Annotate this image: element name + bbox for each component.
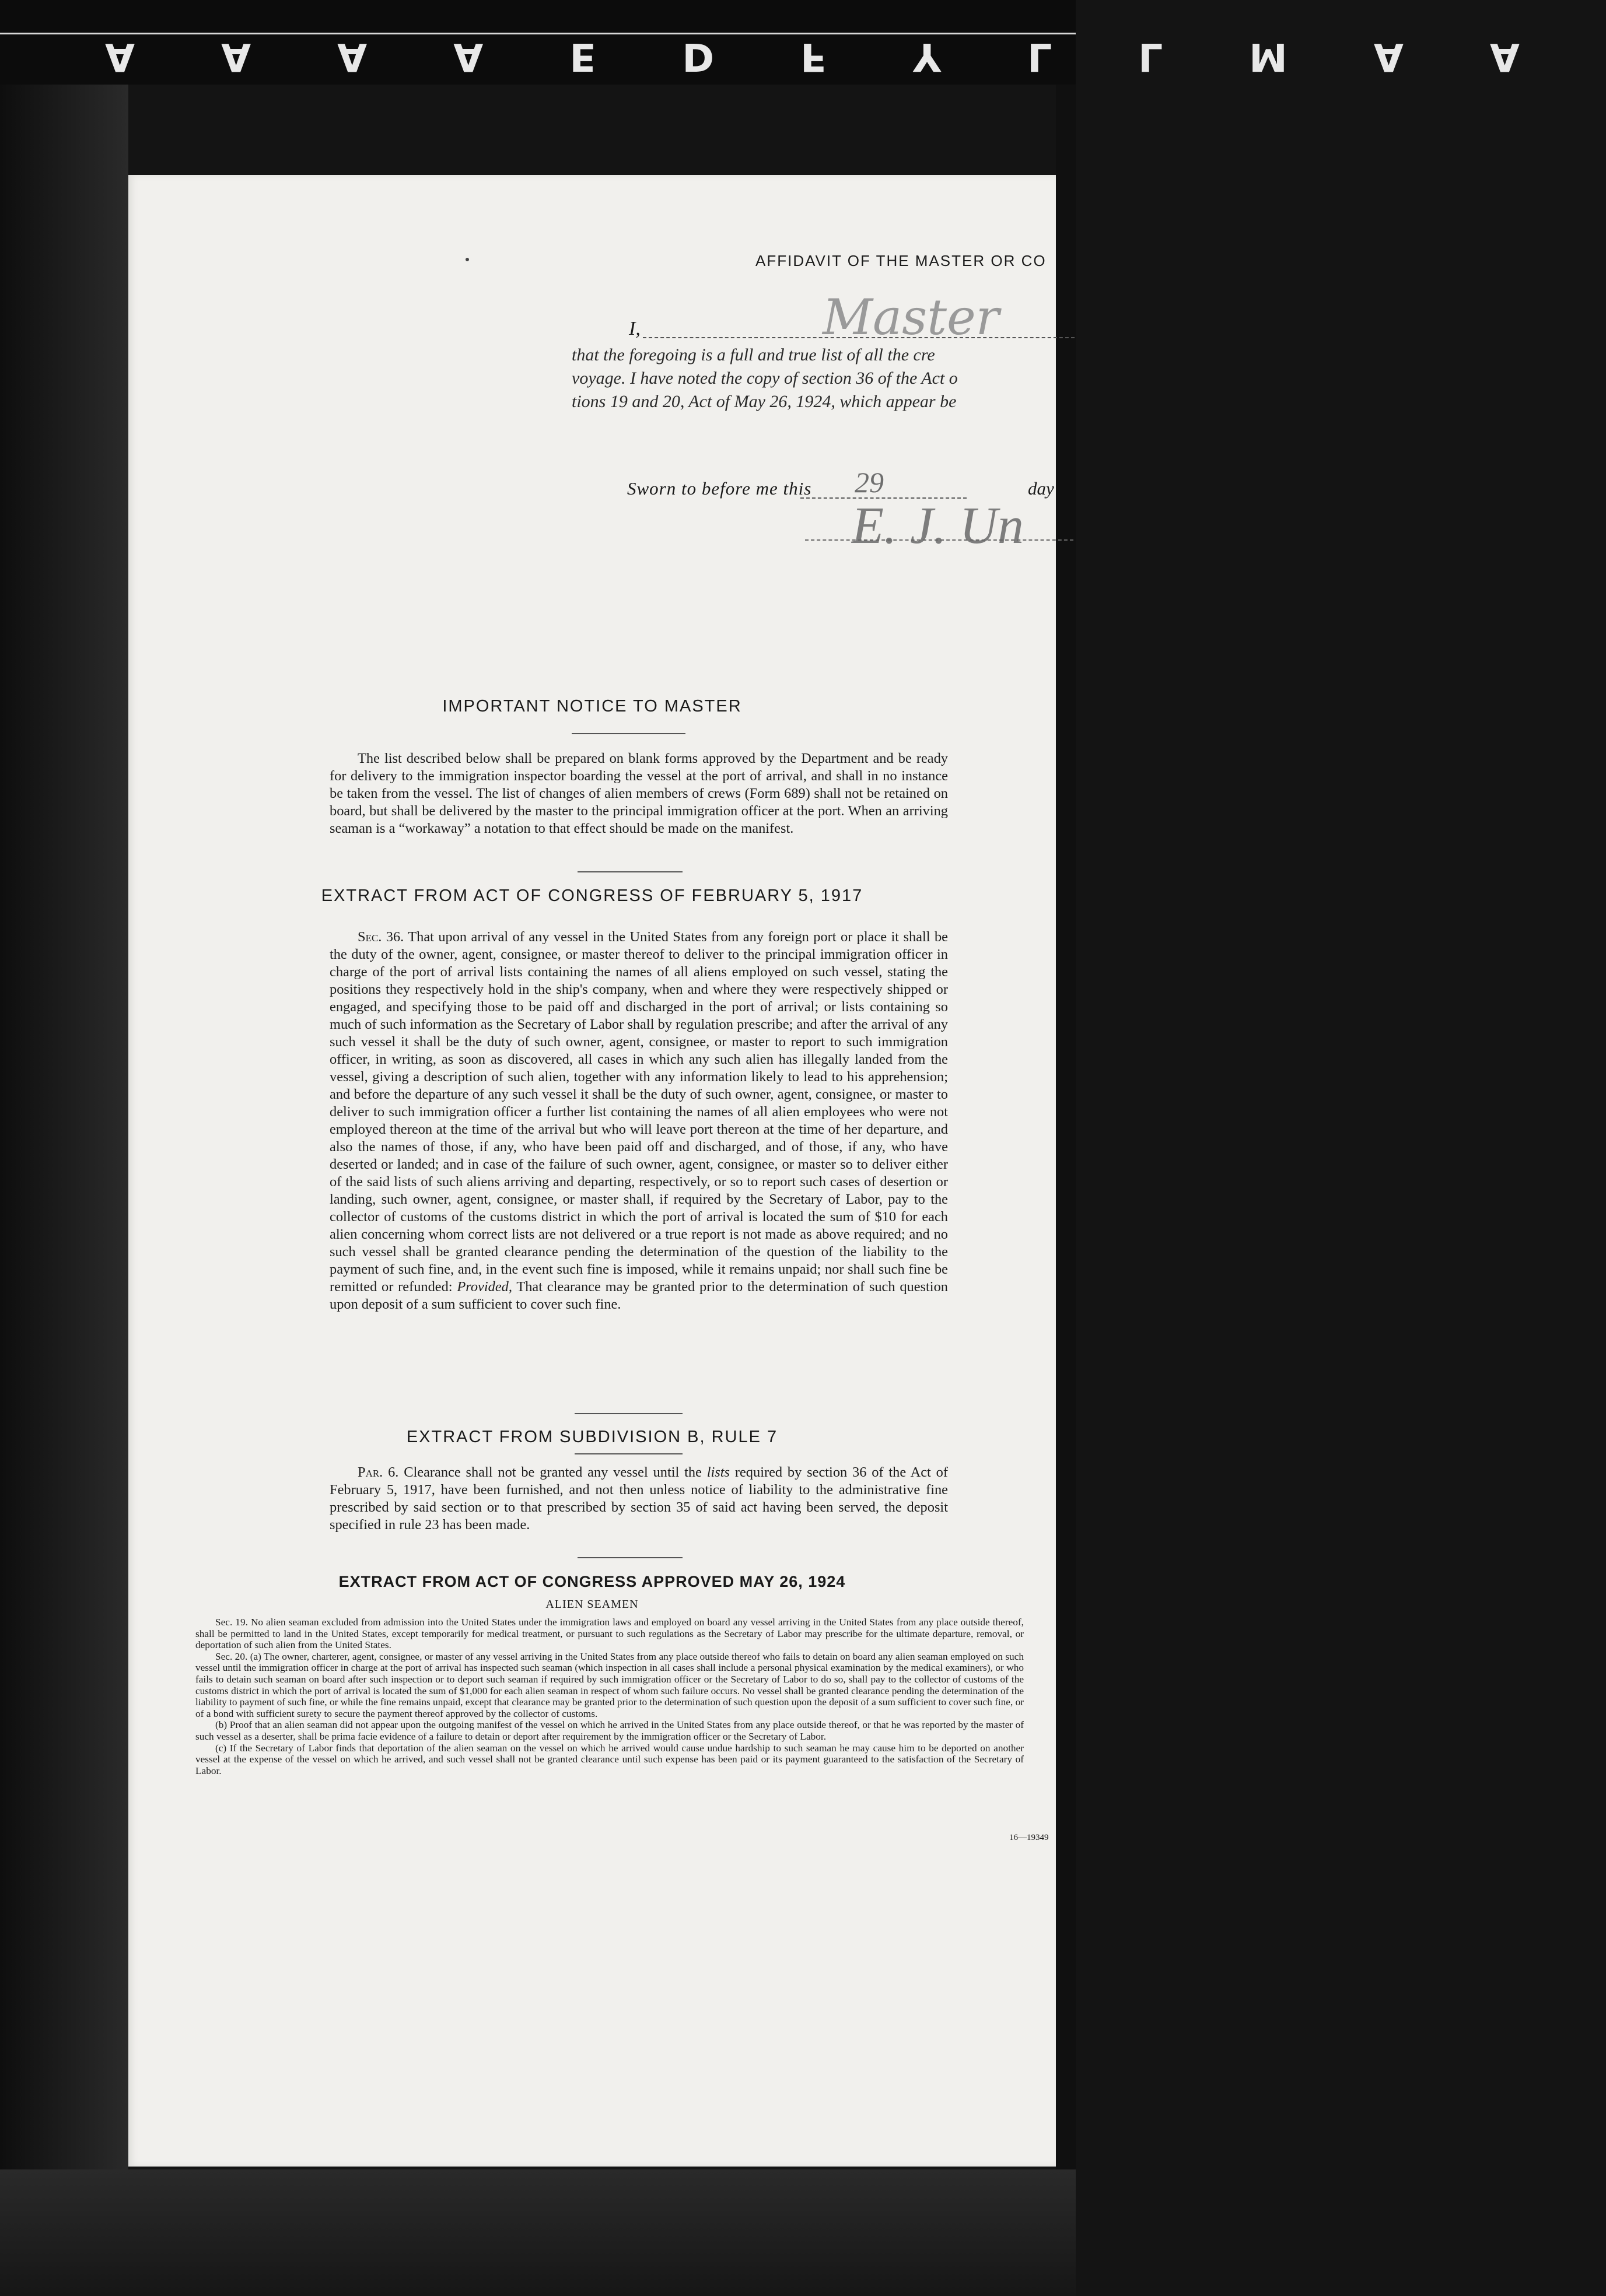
extract-1917-paragraph bbox=[330, 928, 948, 1313]
scan-right-margin bbox=[1056, 85, 1076, 2296]
divider bbox=[578, 1557, 683, 1558]
section-36-text-end: That clearance may be granted prior to the determination of such question upon deposit of a sum sufficient to cover such fine. bbox=[330, 1279, 948, 1312]
provided-word: Provided, bbox=[457, 1279, 512, 1295]
section-20b-text: (b) Proof that an alien seaman did not appear upon the outgoing manifest of the vessel on which he arrived in the United States from any place outside thereof, or that he was reported by the master of such vessel as a deserter, shall be prima facie evidence of a failure to detain or deport after requirement by the immigration officer or the Secretary of Labor. bbox=[195, 1719, 1024, 1742]
subdivision-paragraph bbox=[330, 1464, 948, 1534]
extract-1924-text bbox=[195, 1617, 1024, 1776]
extract-1924-heading: EXTRACT FROM ACT OF CONGRESS APPROVED MAY 26, 1924 bbox=[338, 1573, 846, 1590]
day-word: day bbox=[1028, 478, 1054, 499]
divider bbox=[578, 871, 683, 872]
divider bbox=[572, 733, 685, 734]
divider bbox=[575, 1413, 683, 1414]
section-19-label: Sec. 19. bbox=[215, 1617, 248, 1628]
section-20-label: Sec. 20. bbox=[215, 1650, 248, 1662]
section-36-text: That upon arrival of any vessel in the United States from any foreign port or place it shall be the duty of the owner, agent, consignee, or master thereof to deliver to the principal immigration officer in charge of the port of arrival lists containing the names of all aliens employed on such vessel, stating the positions they respectively hold in the ship's company, when and where they were respectively shipped or engaged, and specifying those to be paid off and discharged in the port of arrival; or lists containing so much of such information as the Secretary of Labor shall by regulation prescribe; and after the arrival of any such vessel it shall be the duty of such owner, agent, consignee, or master to report to such immigration officer, in writing, as soon as discovered, all cases in which any such alien has illegally landed from the vessel, giving a description of such alien, together with any information likely to lead to his apprehension; and before the departure of any such vessel it shall be the duty of such owner, agent, consignee, or master to deliver to such immigration officer a further list containing the names of all alien employees who were not employed thereon at the time of the arrival but who will leave port thereon at the time of her departure, and also the names of those, if any, who have been paid off and discharged, and of those, if any, who have deserted or landed; and in case of the failure of such owner, agent, consignee, or master so to deliver either of the said lists of such aliens arriving and departing, respectively, or so to report such cases of desertion or landing, such owner, agent, consignee, or master shall, if required by the Secretary of Labor, pay to the collector of customs of the customs district in which the port of arrival is located the sum of $10 for each alien concerning whom correct lists are not delivered or a true report is not made as above required; and no such vessel shall be granted clearance pending the determination of the question of the liability to the payment of such fine, and, in the event such fine is imposed, while it remains unpaid; nor shall such fine be remitted or refunded: bbox=[330, 929, 948, 1295]
notice-heading: IMPORTANT NOTICE TO MASTER bbox=[442, 697, 742, 716]
affidavit-i-prefix: I, bbox=[629, 318, 641, 339]
notice-text: The list described below shall be prepared on blank forms approved by the Department and be ready for delivery to the immigration inspector boarding the vessel at the port of arrival, and shall in no instance be taken from the vessel. The list of changes of alien members of crews (Form 689) shall not be retained on board, but shall be delivered by the master to the principal immigration officer at the port. When an arriving seaman is a “workaway” a notation to that effect should be made on the manifest. bbox=[330, 751, 948, 836]
form-code: 16—19349 bbox=[1009, 1833, 1049, 1842]
scan-left-margin bbox=[0, 85, 128, 2296]
master-signature: Master bbox=[823, 289, 999, 346]
divider bbox=[575, 1453, 683, 1454]
affidavit-line-3: tions 19 and 20, Act of May 26, 1924, which appear be bbox=[572, 392, 957, 411]
lists-word: lists bbox=[706, 1464, 730, 1480]
affidavit-line-2: voyage. I have noted the copy of section 36 of the Act o bbox=[572, 369, 958, 388]
section-19-text: No alien seaman excluded from admission into the United States under the immigration laws and employed on board any vessel arriving in the United States from any place outside thereof, shall be permitted to land in the United States, except temporarily for medical treatment, or pursuant to such regulations as the Secretary of Labor may prescribe for the ultimate departure, removal, or deportation of such alien from the United States. bbox=[195, 1617, 1024, 1651]
document-page bbox=[128, 175, 1056, 2167]
sworn-statement: Sworn to before me this bbox=[627, 478, 812, 499]
alien-seamen-subheading: ALIEN SEAMEN bbox=[545, 1598, 639, 1611]
subdivision-heading: EXTRACT FROM SUBDIVISION B, RULE 7 bbox=[406, 1428, 778, 1446]
film-edge-lettering: AAAAEDFYLLMAA bbox=[105, 34, 1606, 79]
document-content bbox=[128, 175, 1056, 2167]
official-signature: E. J. Un bbox=[852, 497, 1024, 555]
ink-dot bbox=[466, 258, 469, 261]
subdivision-text-b: required by section 36 of the Act of February 5, 1917, have been furnished, and not then unless notice of liability to the administrative fine prescribed by said section or to that prescribed by section 35 of said act having been served, the deposit specified in rule 23 has been made. bbox=[330, 1464, 948, 1533]
section-20a-text: (a) The owner, charterer, agent, consignee, or master of any vessel arriving in the United States from any place outside thereof who fails to detain on board any alien seaman employed on such vessel until the immigration officer in charge at the port of arrival has inspected such seaman (which inspection in all cases shall include a personal physical examination by the medical examiners), or who fails to detain such seaman on board after such inspection or to deport such seaman if required by such immigration officer or the Secretary of Labor to do so, shall pay to the collector of customs of the customs district in which the port of arrival is located the sum of $1,000 for each alien seaman in respect of whom such failure occurs. No vessel shall be granted clearance pending the determination of the liability to payment of such fine, or while the fine remains unpaid, except that clearance may be granted prior to the determination of such question upon the deposit of a sum sufficient to cover such fine, or of a bond with sufficient surety to secure the payment thereof approved by the collector of customs. bbox=[195, 1650, 1024, 1719]
scan-bottom-margin bbox=[0, 2169, 1076, 2296]
notice-paragraph bbox=[330, 750, 948, 837]
section-36-label: Sec. 36. bbox=[358, 929, 404, 945]
section-20c-text: (c) If the Secretary of Labor finds that deportation of the alien seaman on the vessel on which he arrived would cause undue hardship to such seaman he may cause him to be deported on another vessel at the expense of the vessel on which he arrived, and such vessel shall not be granted clearance until such expense has been paid or its payment guaranteed to the satisfaction of the Secretary of Labor. bbox=[195, 1742, 1024, 1776]
day-number: 29 bbox=[855, 466, 884, 499]
paragraph-6-label: Par. 6. bbox=[358, 1464, 399, 1480]
affidavit-title: AFFIDAVIT OF THE MASTER OR CO bbox=[755, 252, 1047, 269]
extract-1917-heading: EXTRACT FROM ACT OF CONGRESS OF FEBRUARY 5, 1917 bbox=[321, 886, 863, 905]
subdivision-text-a: Clearance shall not be granted any vessel until the bbox=[404, 1464, 702, 1480]
film-strip bbox=[0, 0, 1606, 85]
affidavit-line-1: that the foregoing is a full and true list of all the cre bbox=[572, 345, 935, 364]
official-signature-line bbox=[805, 539, 1073, 541]
